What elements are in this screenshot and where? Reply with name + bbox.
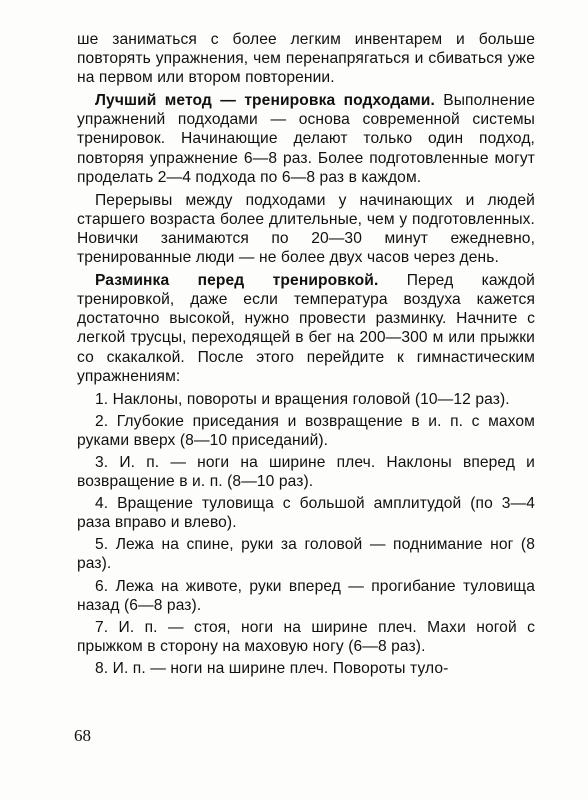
page-number: 68 [74,726,91,745]
list-item: 1. Наклоны, повороты и вращения головой (10—12 раз). [95,390,510,408]
paragraph-rest-intervals: Перерывы между подходами у начинающих и людей старшего возраста более длительные, чем у подготовленных. Новички занимаются по 20—30 минут ежедневно, тренированные люди — не более двух часов через день. [77,191,535,267]
paragraph-sets-body: Выполнение упражнений подходами — основа современной системы тренировок. Начинающие делают только один подход, повторяя упражнение 6—8 раз. Более подготовленные могут проделать 2—4 подхода по 6—8 раз в каждом. [77,92,535,186]
list-item: 2. Глубокие приседания и возвращение в и. п. с махом руками вверх (8—10 приседаний). [77,412,535,449]
list-item: 6. Лежа на животе, руки вперед — прогибание туловища назад (6—8 раз). [77,577,535,614]
list-item: 5. Лежа на спине, руки за головой — поднимание ног (8 раз). [77,536,535,573]
section-heading-sets: Лучший метод — тренировка подходами. [95,92,435,110]
list-item: 7. И. п. — стоя, ноги на ширине плеч. Махи ногой с прыжком в сторону на маховую ногу (6—8 раз). [77,618,535,655]
list-item: 3. И. п. — ноги на ширине плеч. Наклоны вперед и возвращение в и. п. (8—10 раз). [77,453,535,491]
paragraph-continuation: ше заниматься с более легким инвентарем и больше повторять упражнения, чем перенапрягаться и сбиваться уже на первом или втором повторении. [77,31,535,87]
exercise-list [77,390,535,678]
paragraph-warmup-body: Перед каждой тренировкой, даже если температура воздуха кажется достаточно высокой, нужно провести разминку. Начните с легкой трусцы, переходящей в бег на 200—300 м или прыжки со скакалкой. После этого перейдите к гимнастическим упражнениям: [77,272,535,385]
page-body [77,30,535,678]
list-item: 4. Вращение туловища с большой амплитудой (по 3—4 раза вправо и влево). [77,495,535,532]
paragraph-warmup [77,271,535,386]
paragraph-sets-method [77,91,535,186]
list-item: 8. И. п. — ноги на ширине плеч. Повороты туло- [95,659,449,677]
section-heading-warmup: Разминка перед тренировкой. [95,272,379,290]
